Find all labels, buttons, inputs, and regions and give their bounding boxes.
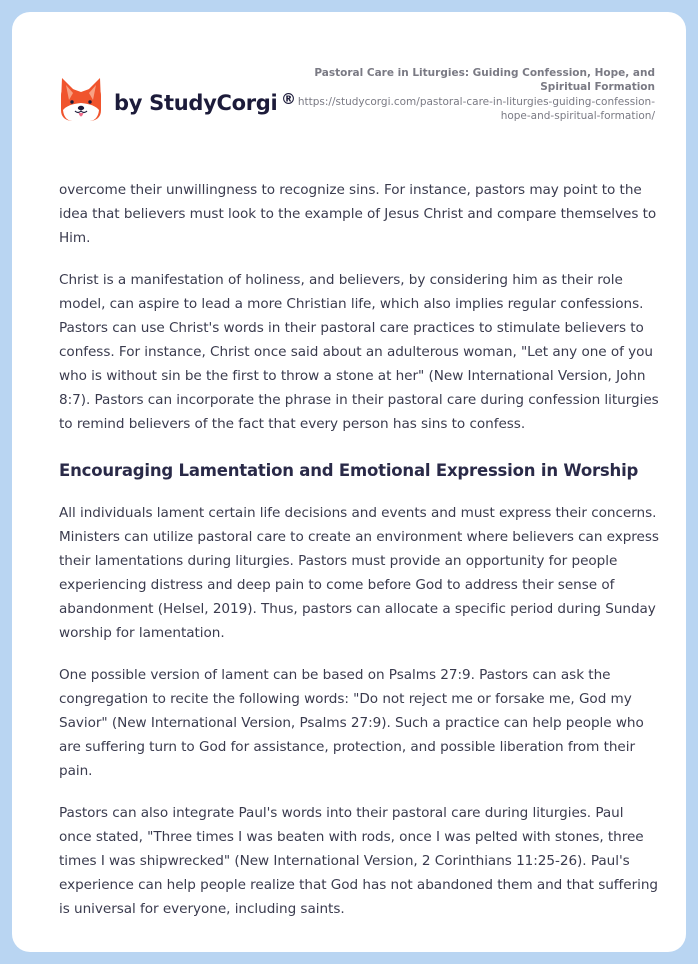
section-heading: Encouraging Lamentation and Emotional Expression in Worship <box>59 461 639 480</box>
paragraph: One possible version of lament can be based on Psalms 27:9. Pastors can ask the congregation to recite the following words: "Do not reject me or forsake me, God my Savior" (New International Version, Psalms 27:9). Such a practice can help people who are suffering turn to God for assistance, protection, and possible liberation from their pain. <box>59 667 644 779</box>
paragraph: Christ is a manifestation of holiness, and believers, by considering him as their role model, can aspire to lead a more Christian life, which also implies regular confessions. Pastors can use Christ's words in their pastoral care practices to stimulate believers to confess. For instance, Christ once said about an adulterous woman, "Let any one of you who is without sin be the first to throw a stone at her" (New International Version, John 8:7). Pastors can incorporate the phrase in their pastoral care during confession liturgies to remind believers of the fact that every person has sins to confess. <box>59 272 659 432</box>
logo-text: by StudyCorgi <box>114 91 278 115</box>
article-content <box>59 178 659 939</box>
page-header <box>12 12 686 162</box>
paragraph: overcome their unwillingness to recognize sins. For instance, pastors may point to the idea that believers must look to the example of Jesus Christ and compare themselves to Him. <box>59 182 657 246</box>
registered-mark-icon: ® <box>281 90 296 108</box>
paragraph: All individuals lament certain life decisions and events and must express their concerns. Ministers can utilize pastoral care to create an environment where believers can express their lamentations during liturgies. Pastors must provide an opportunity for people experiencing distress and deep pain to come before God to address their sense of abandonment (Helsel, 2019). Thus, pastors can allocate a specific period during Sunday worship for lamentation. <box>59 505 659 641</box>
document-card <box>12 12 686 952</box>
corgi-logo-icon <box>60 76 102 122</box>
studycorgi-logo[interactable] <box>60 76 296 122</box>
document-meta <box>295 66 655 123</box>
paragraph: Pastors can also integrate Paul's words into their pastoral care during liturgies. Paul once stated, "Three times I was beaten with rods, once I was pelted with stones, three times I was shipwrecked" (New International Version, 2 Corinthians 11:25-26). Paul's experience can help people realize that God has not abandoned them and that suffering is universal for everyone, including saints. <box>59 805 658 917</box>
document-title: Pastoral Care in Liturgies: Guiding Confession, Hope, and Spiritual Formation <box>314 67 655 93</box>
document-url-link[interactable]: https://studycorgi.com/pastoral-care-in-liturgies-guiding-confession-hope-and-spiritual-formation/ <box>297 96 655 122</box>
